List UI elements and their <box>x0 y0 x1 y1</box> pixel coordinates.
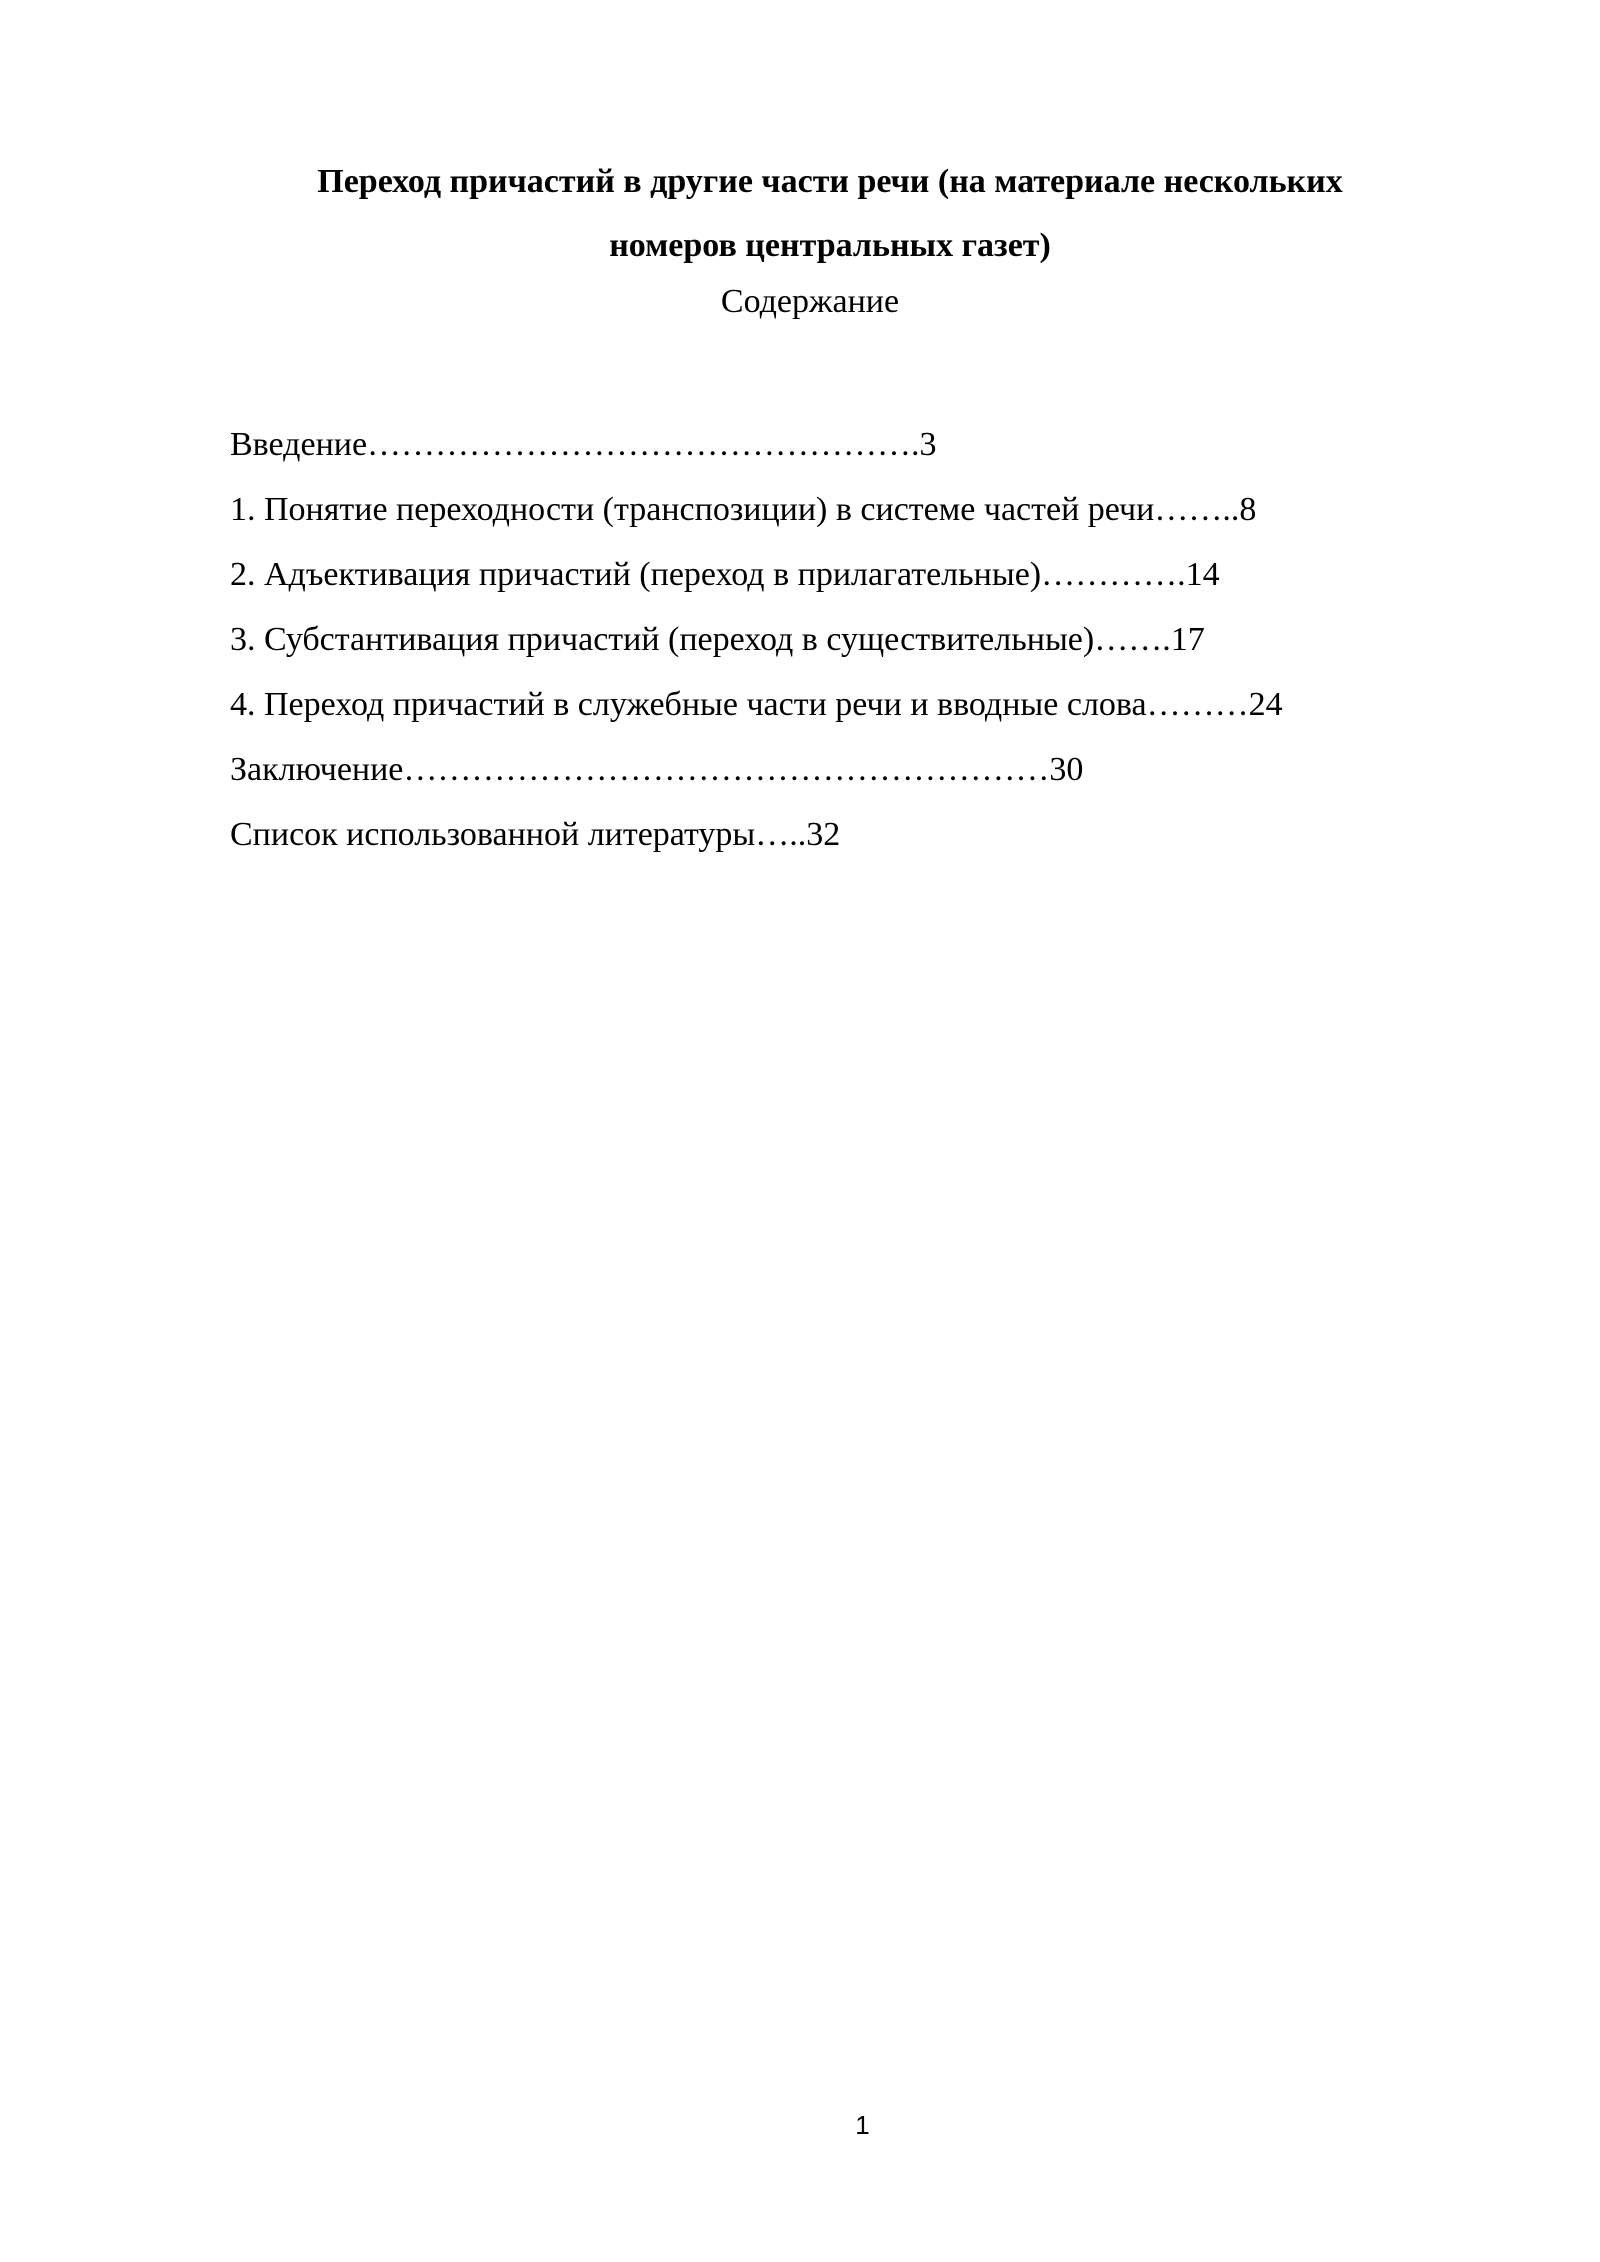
toc-heading: Содержание <box>720 283 900 320</box>
toc-item-references: Список использованной литературы…..32 <box>230 816 841 853</box>
toc-item-conclusion: Заключение…………………………………………………30 <box>230 751 1084 788</box>
toc-item-introduction: Введение………………………………………….3 <box>230 426 937 463</box>
toc-item-chapter-2: 2. Адъективация причастий (переход в прилагательные)………….14 <box>230 556 1220 593</box>
document-title-line-1: Переход причастий в другие части речи (на материале нескольких <box>317 163 1343 200</box>
toc-item-chapter-1: 1. Понятие переходности (транспозиции) в системе частей речи……..8 <box>230 491 1257 528</box>
document-title <box>230 150 1430 278</box>
page-number: 1 <box>855 2110 870 2140</box>
document-title-line-2: номеров центральных газет) <box>609 227 1051 264</box>
table-of-contents <box>230 412 1430 867</box>
toc-item-chapter-3: 3. Субстантивация причастий (переход в существительные)…….17 <box>230 621 1205 658</box>
toc-item-chapter-4: 4. Переход причастий в служебные части речи и вводные слова………24 <box>230 686 1283 723</box>
